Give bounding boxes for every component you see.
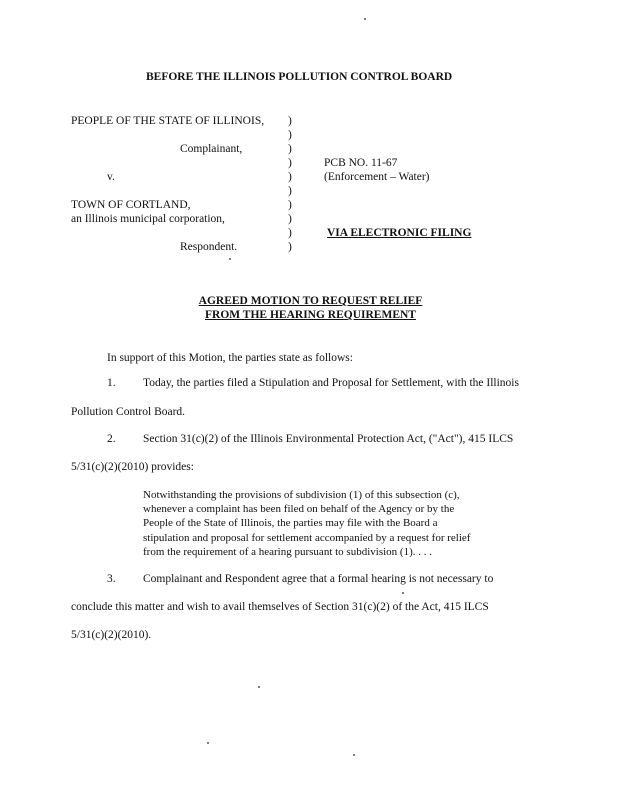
scan-speck [353,754,355,756]
quote-line: from the requirement of a hearing pursuant to subdivision (1). . . . [143,545,432,558]
para3-line: conclude this matter and wish to avail themselves of Section 31(c)(2) of the Act, 415 ILCS [71,601,489,613]
filing-method: VIA ELECTRONIC FILING [327,227,472,239]
para2-line: Section 31(c)(2) of the Illinois Environmental Protection Act, ("Act"), 415 ILCS [143,433,514,445]
caption-paren: ) [288,241,292,253]
defendant-name: TOWN OF CORTLAND, [71,199,191,211]
defendant-role: Respondent. [180,241,238,253]
caption-paren: ) [288,227,292,239]
quote-line: Notwithstanding the provisions of subdivision (1) of this subsection (c), [143,489,460,501]
para2-line: 5/31(c)(2)(2010) provides: [71,461,194,473]
para3-number: 3. [107,573,116,585]
scan-speck [258,686,260,688]
scan-speck [229,258,231,260]
para3-line: Complainant and Respondent agree that a formal hearing is not necessary to [143,573,494,585]
caption-paren: ) [288,199,292,211]
para3-line: 5/31(c)(2)(2010). [71,629,152,641]
statute-quote [143,488,523,559]
caption-paren: ) [288,129,292,141]
caption-paren: ) [288,157,292,169]
scan-speck [402,592,404,594]
para1-line: Pollution Control Board. [71,406,186,418]
scan-speck [364,18,366,20]
plaintiff-name: PEOPLE OF THE STATE OF ILLINOIS, [71,115,265,127]
intro-text: In support of this Motion, the parties state as follows: [107,352,353,364]
caption-paren: ) [288,213,292,225]
caption-paren: ) [288,171,292,183]
quote-line: whenever a complaint has been filed on behalf of the Agency or by the [143,503,455,516]
para2-number: 2. [107,433,116,445]
quote-line: stipulation and proposal for settlement accompanied by a request for relief [143,531,471,544]
plaintiff-role: Complainant, [180,143,243,155]
para1-number: 1. [107,377,116,389]
caption-paren: ) [288,143,292,155]
caption-paren: ) [288,185,292,197]
quote-line: People of the State of Illinois, the parties may file with the Board a [143,517,438,530]
caption-paren: ) [288,115,292,127]
case-number: PCB NO. 11-67 [324,157,398,169]
motion-title-line: FROM THE HEARING REQUIREMENT [205,309,416,321]
versus-label: v. [107,171,115,183]
scan-speck [207,742,209,744]
defendant-description: an Illinois municipal corporation, [71,213,225,225]
case-type: (Enforcement – Water) [324,171,430,183]
motion-title-line: AGREED MOTION TO REQUEST RELIEF [198,295,423,307]
para1-line: Today, the parties filed a Stipulation and Proposal for Settlement, with the Illinois [143,377,519,389]
document-heading: BEFORE THE ILLINOIS POLLUTION CONTROL BOARD [146,71,453,83]
